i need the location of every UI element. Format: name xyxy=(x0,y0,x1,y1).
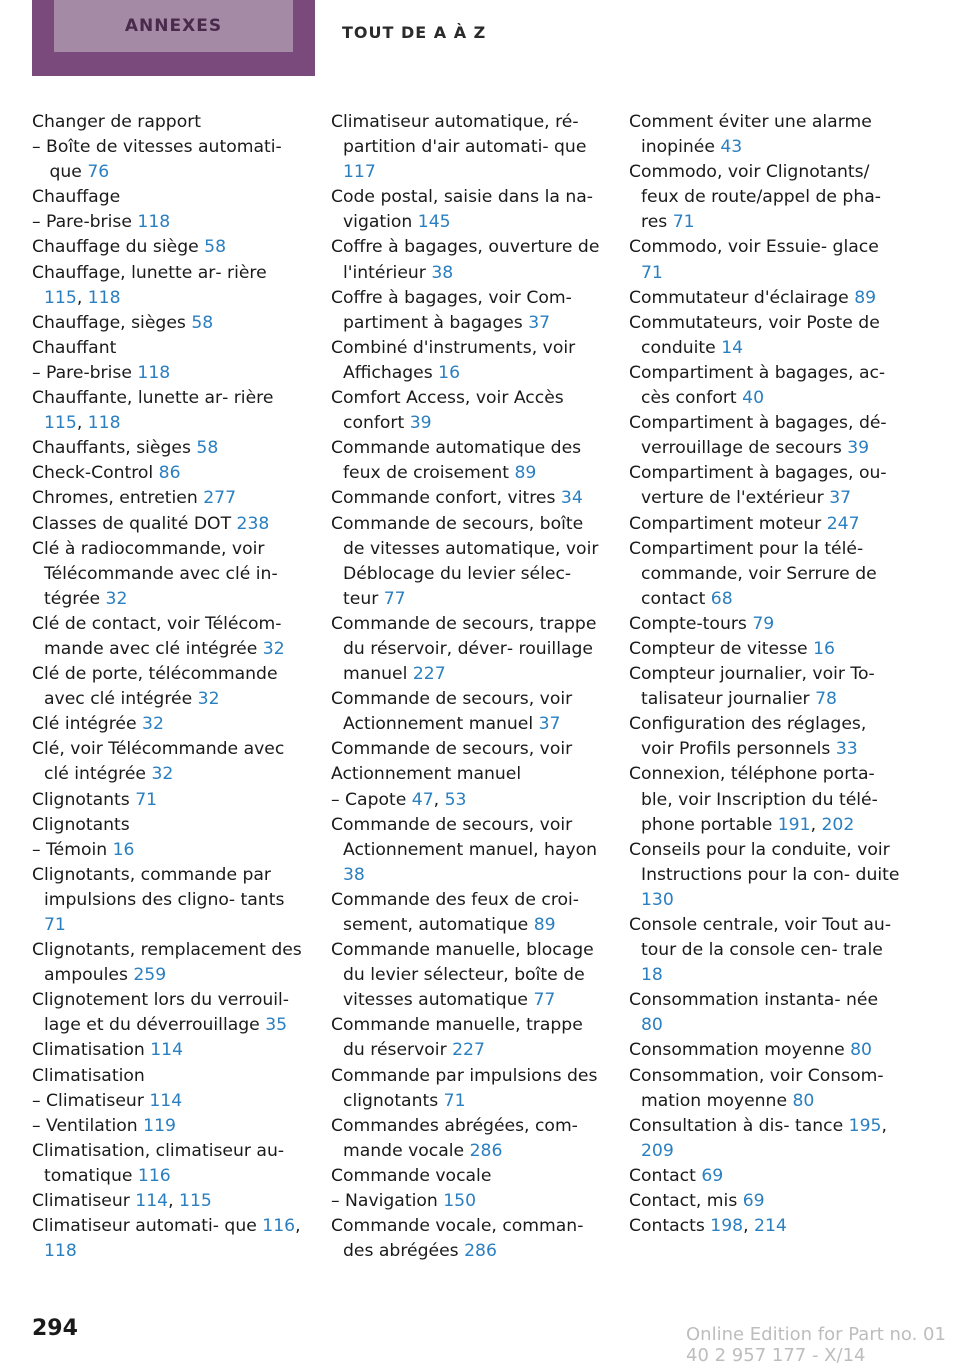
index-entry xyxy=(32,361,302,386)
page-reference-link[interactable]: 16 xyxy=(112,839,135,860)
index-entry xyxy=(331,1164,601,1189)
index-entry-text: Clé intégrée xyxy=(32,714,143,735)
index-entry xyxy=(629,461,901,511)
page-reference-link[interactable]: 118 xyxy=(44,1241,77,1262)
index-entry-text: Clé, voir Télécommande avec clé intégrée xyxy=(32,739,285,785)
index-entry xyxy=(629,838,901,913)
index-entry xyxy=(32,737,302,787)
index-entry-text: Clignotement lors du verrouil‐ lage et du déverrouillage xyxy=(32,990,289,1036)
page-reference-link[interactable]: 191 xyxy=(777,814,811,835)
index-entry xyxy=(32,461,302,486)
page-reference-link[interactable]: 33 xyxy=(835,739,858,760)
index-entry-text: Configuration des réglages, voir Profils personnels xyxy=(629,714,867,760)
page-reference-link[interactable]: 209 xyxy=(641,1140,674,1161)
page-reference-link[interactable]: 145 xyxy=(417,212,451,233)
page-reference-link[interactable]: 286 xyxy=(464,1241,497,1262)
page-reference-link[interactable]: 286 xyxy=(469,1140,503,1161)
index-entry xyxy=(331,1114,601,1164)
index-entry-text: Comment éviter une alarme inopinée xyxy=(629,112,872,158)
page-reference-link[interactable]: 130 xyxy=(641,889,674,910)
index-entry-text: Climatiseur automati‐ que xyxy=(32,1216,263,1237)
index-entry-text: Commande vocale, comman‐ des abrégées xyxy=(331,1216,584,1262)
index-entry xyxy=(629,512,901,537)
index-entry-text: Commande confort, vitres xyxy=(331,488,561,509)
index-entry-text: Changer de rapport xyxy=(32,112,202,132)
page-reference-link[interactable]: 18 xyxy=(641,965,663,986)
index-entry-text: Clé à radiocommande, voir Télécommande avec clé in‐ tégrée xyxy=(32,538,278,609)
index-entry xyxy=(32,336,302,361)
index-entry-text: Coffre à bagages, ouverture de l'intérieur xyxy=(331,237,600,283)
index-entry-text: – Pare-brise xyxy=(32,362,138,383)
index-entry xyxy=(331,436,601,486)
index-entry-text: Climatisation xyxy=(32,1065,145,1086)
index-entry-text: Climatisation xyxy=(32,1040,151,1061)
index-entry xyxy=(32,838,302,863)
index-entry xyxy=(331,486,601,511)
footer-watermark xyxy=(686,1324,960,1366)
index-entry xyxy=(32,135,302,185)
page-reference-link[interactable]: 202 xyxy=(821,814,855,835)
page-reference-link[interactable]: 76 xyxy=(87,162,110,183)
page-reference-link[interactable]: 114 xyxy=(149,1090,183,1111)
index-entry-text: Commandes abrégées, com‐ mande vocale xyxy=(331,1115,578,1161)
footer-watermark-text: Online Edition for Part no. 01 40 2 957 177 - X/14 xyxy=(686,1324,946,1366)
index-entry-text: Classes de qualité DOT xyxy=(32,513,237,534)
page-reference-link[interactable]: 32 xyxy=(105,588,128,609)
page-reference-link[interactable]: 37 xyxy=(538,714,561,735)
page-reference-link[interactable]: 238 xyxy=(236,513,270,534)
page-reference-link[interactable]: 227 xyxy=(412,664,446,685)
page-reference-link[interactable]: 32 xyxy=(151,764,174,785)
index-entry xyxy=(32,813,302,838)
page-reference-link[interactable]: 69 xyxy=(701,1165,724,1186)
page-reference-link[interactable]: 116 xyxy=(262,1216,296,1237)
index-entry-text: Contact xyxy=(629,1165,702,1186)
index-entry-text: Commande par impulsions des clignotants xyxy=(331,1065,598,1111)
page-reference-link[interactable]: 71 xyxy=(44,915,66,935)
page-reference-link[interactable]: 69 xyxy=(742,1191,765,1212)
page-reference-link[interactable]: 277 xyxy=(203,488,237,509)
page-reference-link[interactable]: 39 xyxy=(847,438,870,459)
index-entry xyxy=(629,1038,901,1063)
index-entry xyxy=(32,1139,302,1189)
index-entry-text: Consultation à dis‐ tance xyxy=(629,1115,849,1136)
index-entry xyxy=(331,512,601,612)
index-entry xyxy=(629,662,901,712)
index-entry xyxy=(32,662,302,712)
index-column-3 xyxy=(629,110,901,1239)
page-reference-link[interactable]: 114 xyxy=(135,1191,169,1212)
page-reference-link[interactable]: 43 xyxy=(720,137,743,158)
index-entry xyxy=(629,361,901,411)
page-reference-link[interactable]: 77 xyxy=(383,588,406,609)
index-entry-text: Commande automatique des feux de croisement xyxy=(331,438,582,484)
index-entry xyxy=(32,235,302,260)
index-entry-text: Contact, mis xyxy=(629,1191,743,1212)
index-entry xyxy=(32,988,302,1038)
index-entry xyxy=(32,863,302,938)
index-entry xyxy=(629,1189,901,1214)
index-column-2 xyxy=(331,110,601,1264)
page-reference-link[interactable]: 32 xyxy=(262,638,285,659)
index-entry xyxy=(32,1114,302,1139)
index-entry xyxy=(331,1214,601,1264)
page-reference-link[interactable]: 78 xyxy=(815,689,837,710)
index-entry xyxy=(32,436,302,461)
index-entry-text: Clignotants, commande par impulsions des cligno‐ tants xyxy=(32,864,285,910)
index-entry-text: Connexion, téléphone porta‐ ble, voir Inscription du télé‐ phone portable xyxy=(629,764,878,835)
index-entry-text: Commutateur d'éclairage xyxy=(629,287,855,308)
index-entry xyxy=(629,1064,901,1114)
page-reference-link[interactable]: 115 xyxy=(44,413,77,434)
index-entry xyxy=(331,336,601,386)
index-entry-text: – Ventilation xyxy=(32,1115,144,1136)
index-column-1 xyxy=(32,110,302,1264)
page-reference-link[interactable]: 119 xyxy=(143,1115,176,1136)
page-reference-link[interactable]: 71 xyxy=(135,789,158,810)
index-entry-text: Climatiseur xyxy=(32,1191,136,1212)
index-entry xyxy=(629,712,901,762)
page-reference-link[interactable]: 38 xyxy=(431,262,454,283)
section-title: ANNEXES xyxy=(124,16,223,36)
index-entry xyxy=(331,1013,601,1063)
index-entry-text: Commande manuelle, blocage du levier sélecteur, boîte de vitesses automatique xyxy=(331,940,594,1011)
index-entry xyxy=(331,1189,601,1214)
page-reference-link[interactable]: 39 xyxy=(409,413,432,434)
index-entry-text: Contacts xyxy=(629,1216,711,1237)
index-entry xyxy=(32,210,302,235)
index-entry-text: – Climatiseur xyxy=(32,1090,150,1111)
index-entry xyxy=(331,286,601,336)
page-reference-link[interactable]: 86 xyxy=(158,463,181,484)
index-entry xyxy=(331,737,601,762)
section-tab xyxy=(32,0,315,76)
page-reference-link[interactable]: 77 xyxy=(533,990,556,1011)
index-entry-text: Code postal, saisie dans la na‐ vigation xyxy=(331,187,594,233)
index-entry xyxy=(32,512,302,537)
index-entry-text: Actionnement manuel xyxy=(331,764,522,785)
page-reference-link[interactable]: 79 xyxy=(752,613,775,634)
index-entry-text: Compartiment moteur xyxy=(629,513,827,534)
index-entry-text: Chauffage xyxy=(32,187,121,208)
index-entry: Chauffage, lunette ar‐ rière 115, 118 xyxy=(32,262,267,308)
index-entry-text: Compartiment à bagages, ou‐ verture de l'extérieur xyxy=(629,463,887,509)
page-reference-link[interactable]: 71 xyxy=(641,262,663,283)
index-entry-text: Console centrale, voir Tout au‐ tour de la console cen‐ trale xyxy=(629,915,892,961)
index-entry xyxy=(32,537,302,612)
index-entry xyxy=(32,185,302,210)
index-entry-text: Coffre à bagages, voir Com‐ partiment à bagages xyxy=(331,287,572,333)
index-entry xyxy=(629,612,901,637)
index-entry-text: Chauffage, sièges xyxy=(32,312,192,333)
index-entry xyxy=(629,160,901,235)
page-reference-link[interactable]: 118 xyxy=(137,362,171,383)
index-entry-text: Commande manuelle, trappe du réservoir xyxy=(331,1015,583,1061)
index-entry: Consultation à dis‐ tance 195, 209 xyxy=(629,1115,887,1161)
index-entry-text: Compteur journalier, voir To‐ talisateur journalier xyxy=(629,664,875,710)
index-entry xyxy=(32,486,302,511)
index-entry xyxy=(331,110,601,185)
page-reference-link[interactable]: 89 xyxy=(533,915,556,935)
index-entry-text: Clignotants, remplacement des ampoules xyxy=(32,940,302,986)
index-entry xyxy=(331,938,601,1013)
page-reference-link[interactable]: 32 xyxy=(197,689,220,710)
page-reference-link[interactable]: 118 xyxy=(87,413,121,434)
page-reference-link[interactable]: 198 xyxy=(710,1216,744,1237)
page-reference-link[interactable]: 214 xyxy=(754,1216,787,1237)
index-entry-text: Comfort Access, voir Accès confort xyxy=(331,388,564,434)
index-entry-text: Clé de contact, voir Télécom‐ mande avec clé intégrée xyxy=(32,613,282,659)
page-reference-link[interactable]: 71 xyxy=(443,1090,466,1111)
page-reference-link[interactable]: 16 xyxy=(813,638,835,659)
index-entry xyxy=(331,235,601,285)
index-entry-text: – Pare-brise xyxy=(32,212,138,233)
index-entry-text: Chauffant xyxy=(32,337,117,358)
index-entry-text: Consommation, voir Consom‐ mation moyenne xyxy=(629,1065,884,1111)
index-entry xyxy=(629,311,901,361)
page-reference-link[interactable]: 32 xyxy=(142,714,164,735)
index-entry-text: Compartiment à bagages, dé‐ verrouillage de secours xyxy=(629,413,887,459)
page-reference-link[interactable]: 115 xyxy=(44,287,77,308)
index-entry xyxy=(331,386,601,436)
page-reference-link[interactable]: 118 xyxy=(87,287,121,308)
page-reference-link[interactable]: 89 xyxy=(854,287,877,308)
index-entry-text: Chauffage du siège xyxy=(32,237,205,258)
index-entry xyxy=(32,712,302,737)
index-entry xyxy=(629,913,901,988)
page-number: 294 xyxy=(32,1316,78,1341)
page-reference-link[interactable]: 68 xyxy=(710,588,733,609)
index-entry-text: Compte-tours xyxy=(629,613,753,634)
index-entry: Climatiseur 114, 115 xyxy=(32,1191,212,1212)
index-entry-text: Commodo, voir Clignotants/ feux de route/appel de pha‐ res xyxy=(629,162,881,233)
index-entry-text: Commande de secours, voir Actionnement manuel xyxy=(331,689,573,735)
page-reference-link[interactable]: 40 xyxy=(742,388,765,409)
page-reference-link[interactable]: 53 xyxy=(444,789,467,810)
index-entry xyxy=(32,1038,302,1063)
index-entry-text: Commande des feux de croi‐ sement, automatique xyxy=(331,889,580,935)
index-entry-text: Commodo, voir Essuie- glace xyxy=(629,237,879,258)
index-entry-text: Check-Control xyxy=(32,463,159,484)
index-entry xyxy=(629,286,901,311)
page-reference-link[interactable]: 37 xyxy=(829,488,852,509)
page-reference-link[interactable]: 37 xyxy=(528,312,551,333)
index-entry xyxy=(629,1164,901,1189)
index-entry-text: Compteur de vitesse xyxy=(629,638,814,659)
index-entry-text: Conseils pour la conduite, voir Instructions pour la con‐ duite xyxy=(629,839,900,885)
page-reference-link[interactable]: 116 xyxy=(137,1165,171,1186)
index-entry-text: Commande de secours, voir Actionnement manuel, hayon xyxy=(331,814,598,860)
page-reference-link[interactable]: 35 xyxy=(265,1015,288,1036)
page-reference-link[interactable]: 58 xyxy=(196,438,219,459)
page-reference-link[interactable]: 80 xyxy=(641,1015,663,1036)
page-reference-link[interactable]: 16 xyxy=(438,362,461,383)
index-entry xyxy=(32,311,302,336)
index-entry xyxy=(629,537,901,612)
index-entry xyxy=(331,185,601,235)
index-entry-text: Commande de secours, boîte de vitesses automatique, voir Déblocage du levier sélec‐ teur xyxy=(331,513,599,609)
index-entry xyxy=(32,1089,302,1114)
page-reference-link[interactable]: 47 xyxy=(411,789,434,810)
page-reference-link[interactable]: 80 xyxy=(850,1040,872,1061)
index-entry xyxy=(629,235,901,285)
index-entry-text: Chromes, entretien xyxy=(32,488,204,509)
index-entry-text: Commande de secours, voir xyxy=(331,739,573,760)
chapter-title: TOUT DE A À Z xyxy=(342,23,487,42)
index-entry-text: – Boîte de vitesses automati‐ que xyxy=(32,137,282,183)
index-entry-text: Commande de secours, trappe du réservoir, déver‐ rouillage manuel xyxy=(331,613,597,685)
index-entry-text: Consommation moyenne xyxy=(629,1040,851,1061)
page-reference-link[interactable]: 247 xyxy=(826,513,860,534)
page-reference-link[interactable]: 118 xyxy=(137,212,171,233)
index-entry xyxy=(331,687,601,737)
section-tab-label-box xyxy=(54,0,293,52)
index-entry xyxy=(629,411,901,461)
index-entry xyxy=(32,938,302,988)
index-entry-text: – Capote xyxy=(331,789,412,810)
index-entry xyxy=(32,1064,302,1089)
page-reference-link[interactable]: 34 xyxy=(560,488,583,509)
index-entry: Contacts 198, 214 xyxy=(629,1216,787,1237)
index-entry xyxy=(32,788,302,813)
index-entry-text: Climatiseur automatique, ré‐ partition d'air automati‐ que xyxy=(331,112,587,158)
index-entry-text: Commande vocale xyxy=(331,1165,492,1186)
index-entry-text: – Navigation xyxy=(331,1191,444,1212)
index-entry-text: Clignotants xyxy=(32,789,136,810)
page-reference-link[interactable]: 38 xyxy=(343,864,365,885)
index-entry-text: Consommation instanta‐ née xyxy=(629,990,879,1011)
index-entry-text: Compartiment à bagages, ac‐ cès confort xyxy=(629,362,886,409)
index-entry xyxy=(32,110,302,135)
page-reference-link[interactable]: 71 xyxy=(672,212,695,233)
page-reference-link[interactable]: 14 xyxy=(721,337,744,358)
page-reference-link[interactable]: 80 xyxy=(792,1090,815,1111)
index-entry-text: Clignotants xyxy=(32,814,130,835)
index-entry-text: Chauffage, lunette ar‐ rière xyxy=(32,262,267,283)
page-reference-link[interactable]: 114 xyxy=(150,1040,184,1061)
index-entry-text: Chauffants, sièges xyxy=(32,438,197,459)
index-entry: Connexion, téléphone porta‐ ble, voir Inscription du télé‐ phone portable 191, 202 xyxy=(629,764,878,835)
index-entry-text: Compartiment pour la télé‐ commande, voir Serrure de contact xyxy=(629,538,877,609)
index-entry: Climatiseur automati‐ que 116, 118 xyxy=(32,1216,301,1262)
page-reference-link[interactable]: 150 xyxy=(443,1191,477,1212)
index-entry: Chauffante, lunette ar‐ rière 115, 118 xyxy=(32,388,274,434)
index-entry-text: Commutateurs, voir Poste de conduite xyxy=(629,312,880,358)
index-entry xyxy=(629,637,901,662)
page-reference-link[interactable]: 58 xyxy=(204,237,227,258)
index-entry xyxy=(331,813,601,888)
index-entry xyxy=(331,762,601,787)
index-entry xyxy=(629,988,901,1038)
index-entry xyxy=(32,612,302,662)
page-reference-link[interactable]: 117 xyxy=(343,162,376,183)
page-reference-link[interactable]: 115 xyxy=(179,1191,212,1212)
index-entry-text: Climatisation, climatiseur au‐ tomatique xyxy=(32,1140,285,1186)
index-entry: – Capote 47, 53 xyxy=(331,789,467,810)
index-entry xyxy=(331,888,601,938)
page-reference-link[interactable]: 195 xyxy=(848,1115,882,1136)
page-reference-link[interactable]: 227 xyxy=(452,1040,485,1061)
page-reference-link[interactable]: 89 xyxy=(514,463,537,484)
index-entry xyxy=(331,1064,601,1114)
index-entry-text: Chauffante, lunette ar‐ rière xyxy=(32,388,274,409)
index-entry-text: Combiné d'instruments, voir Affichages xyxy=(331,337,576,383)
page-reference-link[interactable]: 259 xyxy=(133,965,167,986)
index-entry xyxy=(629,110,901,160)
page-reference-link[interactable]: 58 xyxy=(191,312,214,333)
index-entry-text: Clé de porte, télécommande avec clé intégrée xyxy=(32,664,278,710)
index-entry-text: – Témoin xyxy=(32,839,113,860)
index-entry xyxy=(331,612,601,687)
